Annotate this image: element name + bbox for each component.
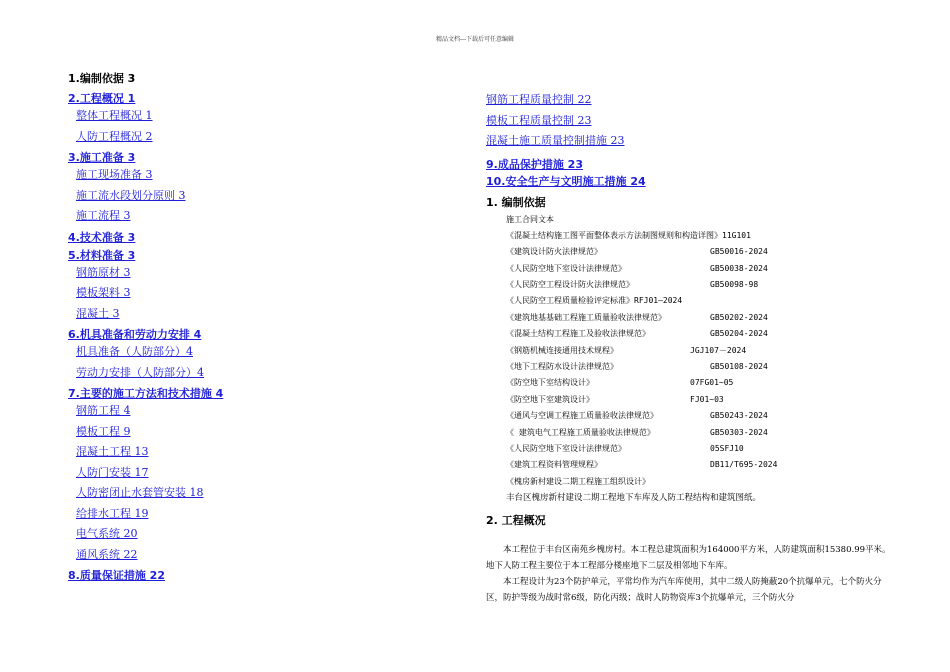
page-header: 精品文档---下载后可任意编辑 [435,36,515,43]
reference-item [506,474,916,490]
reference-code: GB50204-2024 [710,329,768,339]
section-title: 1. 编制依据 [486,195,546,209]
reference-item [506,293,916,309]
reference-item [506,457,916,473]
toc-link[interactable]: 模板工程质量控制 23 [486,113,592,127]
reference-code: GB50038-2024 [710,263,768,273]
reference-name: 《人民防空地下室设计法律规范》 [506,263,626,273]
reference-name: 《槐房新村建设二期工程施工组织设计》 [506,476,650,486]
reference-code: DB11/T695-2024 [710,460,778,470]
reference-code: GB50303-2024 [710,427,768,437]
toc-heading[interactable]: 9.成品保护措施 23 [486,157,583,171]
toc-link[interactable]: 电气系统 20 [76,527,138,540]
toc-link[interactable]: 给排水工程 19 [76,506,149,520]
toc-link[interactable]: 整体工程概况 1 [76,109,153,122]
toc-group [68,92,468,147]
toc-heading[interactable]: 2.工程概况 1 [68,92,136,105]
toc-heading[interactable]: 4.技术准备 3 [68,230,136,244]
toc-link[interactable]: 人防门安装 17 [76,465,149,479]
reference-name: 《混凝土结构工程施工及验收法律规范》 [506,329,650,339]
reference-name: 《防空地下室建筑设计》 [506,394,594,404]
toc-link[interactable]: 机具准备（人防部分）4 [76,345,193,358]
reference-name: 《 建筑电气工程施工质量验收法律规范》 [506,427,655,437]
toc-heading[interactable]: 8.质量保证措施 22 [68,569,165,582]
reference-item [506,425,916,441]
toc-heading[interactable]: 5.材料准备 3 [68,248,136,262]
reference-code: GB50016-2024 [710,247,768,257]
reference-code: GB50243-2024 [710,411,768,421]
toc-link[interactable]: 施工现场准备 3 [76,168,153,181]
toc-group [68,387,468,565]
reference-name: 《人民防空工程设计防火法律规范》 [506,280,634,290]
reference-item [506,343,916,359]
toc-link[interactable]: 模板工程 9 [76,424,131,438]
toc-link[interactable]: 混凝土工程 13 [76,445,149,458]
reference-item [506,277,916,293]
toc-link[interactable]: 钢筋工程质量控制 22 [486,93,592,106]
reference-code: 07FG01~05 [690,378,734,388]
toc-group [68,151,468,227]
toc-group [68,569,468,583]
section-overview [486,514,916,606]
reference-code: FJ01~03 [690,394,724,404]
reference-item [506,244,916,260]
reference-name: 《人民防空地下室设计法律规范》 [506,443,626,453]
toc-heading: 1.编制依据 3 [68,72,136,85]
reference-item [506,359,916,375]
reference-item [506,408,916,424]
reference-item [506,326,916,342]
toc-heading[interactable]: 6.机具准备和劳动力安排 4 [68,328,202,341]
reference-name: 《防空地下室结构设计》 [506,378,594,388]
reference-name: 《地下工程防水设计法律规范》 [506,362,618,372]
reference-item [506,228,916,244]
section-title: 2. 工程概况 [486,514,546,528]
reference-code: JGJ107－2024 [690,345,747,355]
reference-code: GB50098-98 [710,280,759,290]
reference-name: 《人民防空工程质量检验评定标准》RFJ01—2024 [506,296,683,306]
toc-link[interactable]: 劳动力安排（人防部分）4 [76,365,204,379]
reference-code: 05SFJ10 [710,443,744,453]
reference-item [506,261,916,277]
reference-name: 《通风与空调工程施工质量验收法律规范》 [506,411,658,421]
toc-link[interactable]: 施工流程 3 [76,209,131,222]
reference-item [506,392,916,408]
toc-link[interactable]: 施工流水段划分原则 3 [76,188,186,202]
drawings-note: 丰台区槐房新村建设二期工程地下车库及人防工程结构和建筑图纸。 [506,493,762,504]
toc-link[interactable]: 人防工程概况 2 [76,129,153,143]
reference-item [506,441,916,457]
toc-left-column [68,72,468,587]
toc-link[interactable]: 人防密闭止水套管安装 18 [76,486,204,499]
paragraph: 本工程设计为23个防护单元，平常均作为汽车库使用，其中二级人防掩蔽20个抗爆单元，七个防火分区，防护等级为战时常6级，防化丙级；战时人防物资库3个抗爆单元，三个防火分 [486,577,882,604]
toc-group [68,249,468,325]
reference-item [506,375,916,391]
toc-link[interactable]: 模板架料 3 [76,286,131,299]
right-column [486,90,916,606]
reference-code: GB50202-2024 [710,312,768,322]
toc-link[interactable]: 混凝土 3 [76,306,120,320]
toc-group [68,328,468,383]
toc-right [486,90,916,190]
reference-item: 施工合同文本 [506,214,554,224]
toc-heading[interactable]: 10.安全生产与文明施工措施 24 [486,174,646,188]
toc-link[interactable]: 钢筋原材 3 [76,265,131,279]
toc-heading[interactable]: 7.主要的施工方法和技术措施 4 [68,387,224,400]
reference-item [506,310,916,326]
reference-code: GB50108-2024 [710,362,768,372]
reference-name: 《钢筋机械连接通用技术规程》 [506,345,618,355]
reference-name: 《混凝土结构施工图平面整体表示方法制图规则和构造详图》11G101 [506,230,751,240]
toc-group [68,231,468,245]
reference-name: 《建筑设计防火法律规范》 [506,247,602,257]
section-basis [486,196,916,507]
toc-link[interactable]: 混凝土施工质量控制措施 23 [486,134,625,147]
reference-list [506,212,916,491]
reference-name: 《建筑工程资料管理规程》 [506,460,602,470]
toc-group [68,72,468,86]
toc-heading[interactable]: 3.施工准备 3 [68,151,136,164]
toc-link[interactable]: 钢筋工程 4 [76,404,131,417]
toc-link[interactable]: 通风系统 22 [76,547,138,561]
paragraph: 本工程位于丰台区南苑乡槐房村。本工程总建筑面积为164000平方米，人防建筑面积15380.99平米。地下人防工程主要位于本工程部分楼座地下二层及相邻地下车库。 [486,545,891,572]
reference-name: 《建筑地基基础工程施工质量验收法律规范》 [506,312,666,322]
